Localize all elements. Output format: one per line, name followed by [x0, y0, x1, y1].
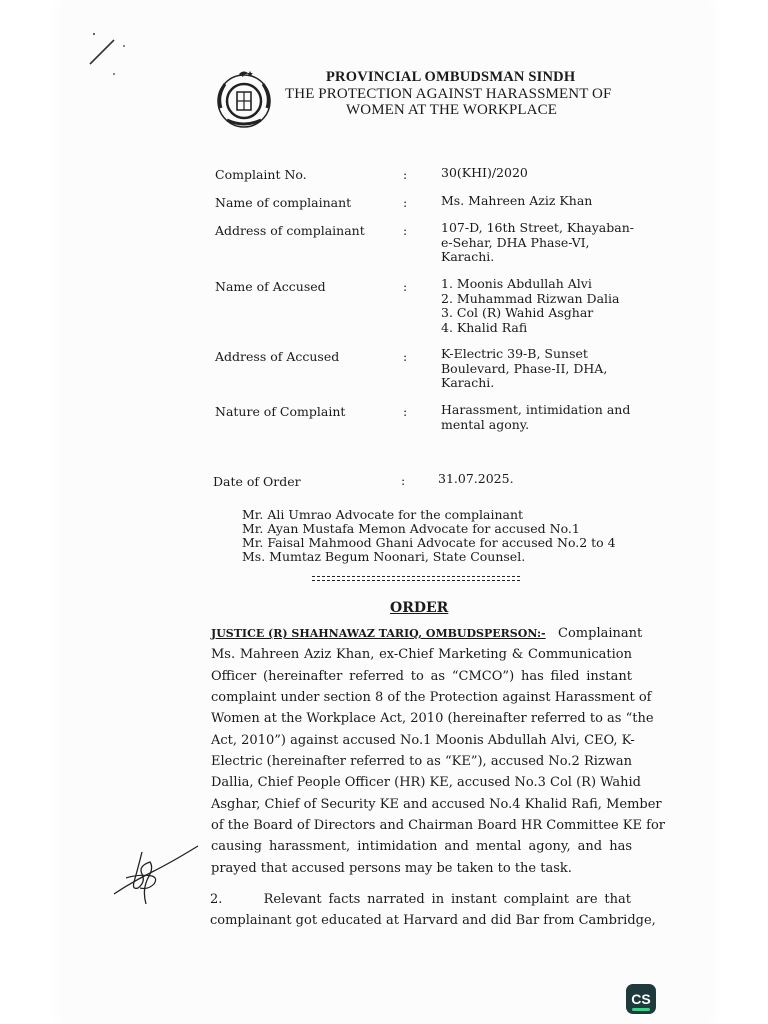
- accused-address-label: Address of Accused: [215, 349, 340, 364]
- divider: [312, 580, 520, 581]
- address-line: e-Sehar, DHA Phase-VI,: [441, 234, 590, 250]
- address-line: Boulevard, Phase-II, DHA,: [441, 360, 608, 376]
- order-title: ORDER: [390, 600, 449, 616]
- header-subtitle-line2: WOMEN AT THE WORKPLACE: [346, 102, 557, 118]
- address-line: K-Electric 39-B, Sunset: [441, 346, 588, 361]
- colon: :: [403, 349, 408, 364]
- paragraph-line: [211, 623, 643, 644]
- accused-names-label: Name of Accused: [215, 279, 326, 294]
- complainant-name-value: Ms. Mahreen Aziz Khan: [441, 193, 593, 208]
- counsel-line: Mr. Ali Umrao Advocate for the complainant: [242, 507, 524, 522]
- paragraph-line: Act, 2010”) against accused No.1 Moonis Abdullah Alvi, CEO, K-: [211, 732, 635, 748]
- address-line: Karachi.: [441, 375, 495, 390]
- accused-item: 1. Moonis Abdullah Alvi: [441, 276, 592, 291]
- address-line: 107-D, 16th Street, Khayaban-: [441, 220, 634, 235]
- colon: :: [403, 167, 408, 182]
- signature: [112, 838, 202, 908]
- paragraph-line: of the Board of Directors and Chairman Board HR Committee KE for: [211, 818, 665, 834]
- address-line: Karachi.: [441, 249, 495, 264]
- accused-names-value: [441, 277, 641, 335]
- paragraph-line: prayed that accused persons may be taken to the task.: [211, 860, 572, 876]
- accused-item: 3. Col (R) Wahid Asghar: [441, 305, 594, 320]
- accused-address-value: [441, 347, 641, 391]
- accused-item: 2. Muhammad Rizwan Dalia: [441, 290, 620, 306]
- date-of-order-label: Date of Order: [213, 474, 301, 489]
- colon: :: [403, 279, 408, 294]
- complaint-no-label: Complaint No.: [215, 167, 307, 182]
- counsel-line: Ms. Mumtaz Begum Noonari, State Counsel.: [242, 549, 526, 564]
- colon: :: [403, 195, 408, 210]
- divider: [312, 576, 520, 577]
- paragraph-line: Dallia, Chief People Officer (HR) KE, accused No.3 Col (R) Wahid: [211, 775, 641, 791]
- colon: :: [403, 223, 408, 238]
- paragraph-line: 2. Relevant facts narrated in instant complaint are that: [210, 892, 631, 907]
- camscanner-logo-icon: CS: [626, 984, 656, 1014]
- government-seal-icon: [213, 68, 275, 130]
- paragraph-line: Women at the Workplace Act, 2010 (hereinafter referred to as “the: [211, 711, 654, 727]
- paragraph-line: Electric (hereinafter referred to as “KE”), accused No.2 Rizwan: [211, 754, 632, 770]
- complainant-name-label: Name of complainant: [215, 195, 352, 210]
- accused-item: 4. Khalid Rafi: [441, 319, 528, 335]
- order-paragraph-2: [210, 889, 656, 932]
- counsel-line: Mr. Faisal Mahmood Ghani Advocate for accused No.2 to 4: [242, 535, 616, 550]
- paragraph-line: complainant got educated at Harvard and did Bar from Cambridge,: [210, 913, 656, 929]
- paragraph-line: causing harassment, intimidation and mental agony, and has: [211, 839, 632, 855]
- paragraph-line-tail: Complainant: [558, 626, 643, 641]
- header-title: PROVINCIAL OMBUDSMAN SINDH: [326, 69, 576, 85]
- header-subtitle-line1: THE PROTECTION AGAINST HARASSMENT OF: [285, 86, 612, 102]
- counsel-line: Mr. Ayan Mustafa Memon Advocate for accused No.1: [242, 521, 580, 536]
- pen-mark: [86, 30, 126, 80]
- ombudsperson-heading: JUSTICE (R) SHAHNAWAZ TARIQ, OMBUDSPERSON:-: [211, 627, 546, 640]
- paragraph-line: Ms. Mahreen Aziz Khan, ex-Chief Marketing & Communication: [211, 647, 632, 663]
- complaint-no-value: 30(KHI)/2020: [441, 165, 528, 180]
- colon: :: [401, 473, 406, 488]
- paragraph-line: complaint under section 8 of the Protection against Harassment of: [211, 690, 652, 706]
- order-paragraph-1: [211, 623, 665, 879]
- paragraph-line: Asghar, Chief of Security KE and accused No.4 Khalid Rafi, Member: [211, 796, 662, 812]
- complainant-address-label: Address of complainant: [215, 223, 365, 238]
- nature-line: mental agony.: [441, 416, 530, 432]
- nature-label: Nature of Complaint: [215, 404, 346, 419]
- paragraph-line: Officer (hereinafter referred to as “CMCO”) has filed instant: [211, 668, 632, 684]
- date-of-order-value: 31.07.2025.: [438, 471, 514, 486]
- nature-value: [441, 403, 641, 432]
- colon: :: [403, 404, 408, 419]
- nature-line: Harassment, intimidation and: [441, 402, 631, 417]
- complainant-address-value: [441, 221, 641, 265]
